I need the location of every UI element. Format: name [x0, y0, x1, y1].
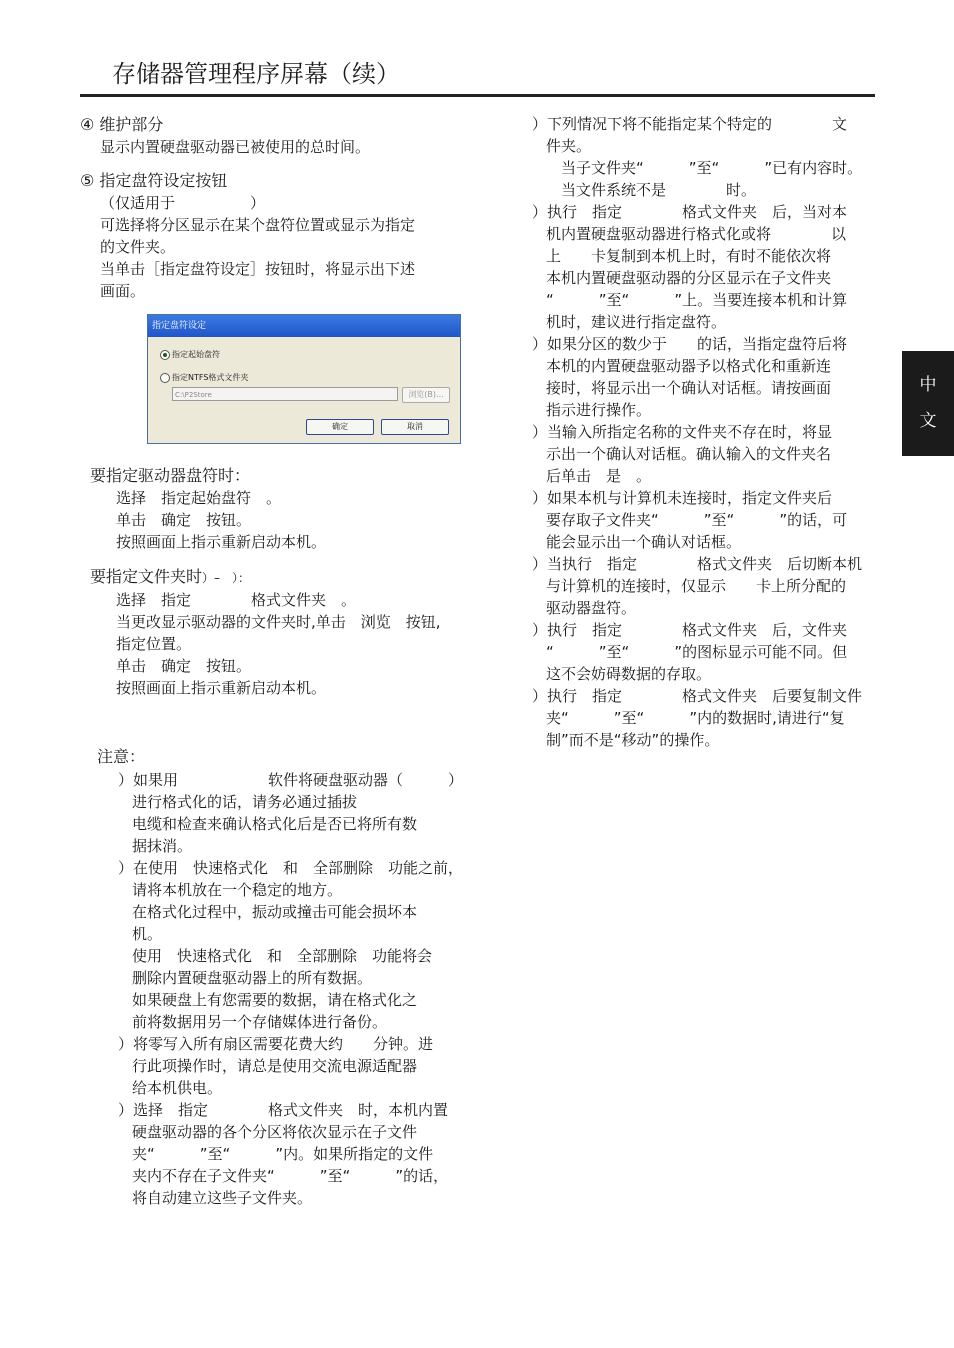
note-line: 给本机供电。 [132, 1079, 223, 1097]
right-line: ）如果分区的数少于 的话，当指定盘符后将 [532, 335, 848, 353]
section-5-line: 当单击［指定盘符设定］按钮时，将显示出下述 [100, 260, 416, 278]
section-5-body [100, 192, 470, 302]
section-4-title: ④ 维护部分 [80, 115, 164, 134]
folder-step: 指定位置。 [116, 635, 192, 653]
right-line: ）执行 指定 格式文件夹 后，文件夹 [532, 621, 848, 639]
folder-step: 选择 指定 格式文件夹 。 [116, 591, 357, 609]
language-tab [902, 351, 954, 456]
right-line: ）如果本机与计算机未连接时，指定文件夹后 [532, 489, 833, 507]
note-line: 夹“ ”至“ ”内。如果所指定的文件 [132, 1145, 434, 1163]
right-line: 制”而不是“移动”的操作。 [546, 731, 720, 749]
right-line: 当子文件夹“ ”至“ ”已有内容时。 [546, 159, 863, 177]
folder-path-input[interactable]: C:\P2Store [172, 387, 398, 401]
note-line: 将自动建立这些子文件夹。 [132, 1189, 313, 1207]
radio-start-drive-letter-label: 指定起始盘符 [172, 350, 220, 359]
folder-step: 单击 确定 按钮。 [116, 657, 252, 675]
note-line: ）如果用 软件将硬盘驱动器（ ） [118, 771, 464, 789]
note-line: 据抹消。 [132, 837, 193, 855]
drive-step: 按照画面上指示重新启动本机。 [116, 533, 327, 551]
folder-title [90, 566, 250, 589]
browse-button[interactable]: 浏览(B)... [402, 387, 450, 403]
drive-step: 单击 确定 按钮。 [116, 511, 252, 529]
right-line: ）当执行 指定 格式文件夹 后切断本机 [532, 555, 863, 573]
cancel-button[interactable]: 取消 [381, 419, 449, 435]
section-5-line: （仅适用于 ） [100, 194, 266, 212]
right-line: 示出一个确认对话框。确认输入的文件夹名 [546, 445, 832, 463]
folder-step: 当更改显示驱动器的文件夹时,单击 浏览 按钮, [116, 613, 441, 631]
section-5-line: 的文件夹。 [100, 238, 176, 256]
right-line: 机内置硬盘驱动器进行格式化或将 以 [546, 225, 847, 243]
right-line: 上 卡复制到本机上时，有时不能依次将 [546, 247, 832, 265]
right-line: “ ”至“ ”的图标显示可能不同。但 [546, 643, 848, 661]
right-line: ）下列情况下将不能指定某个特定的 文 [532, 115, 848, 133]
right-line: “ ”至“ ”上。当要连接本机和计算 [546, 291, 848, 309]
radio-ntfs-folder[interactable] [160, 373, 170, 383]
drive-step: 选择 指定起始盘符 。 [116, 489, 282, 507]
note-line: 夹内不存在子文件夹“ ”至“ ”的话， [132, 1167, 449, 1185]
note-line: 请将本机放在一个稳定的地方。 [132, 881, 343, 899]
note-line: 使用 快速格式化 和 全部删除 功能将会 [132, 947, 433, 965]
folder-step: 按照画面上指示重新启动本机。 [116, 679, 327, 697]
note-line: 机。 [132, 925, 163, 943]
right-line: 件夹。 [546, 137, 592, 155]
right-line: 本机的内置硬盘驱动器予以格式化和重新连 [546, 357, 832, 375]
right-line: 当文件系统不是 时。 [546, 181, 757, 199]
right-line: 能会显示出一个确认对话框。 [546, 533, 742, 551]
page-title: 存储器管理程序屏幕（续） [112, 60, 400, 88]
right-line: ）执行 指定 格式文件夹 后，当对本 [532, 203, 848, 221]
folder-title-text: 要指定文件夹时 [90, 567, 203, 586]
notes-title: 注意： [97, 747, 146, 766]
note-line: ）选择 指定 格式文件夹 时，本机内置 [118, 1101, 449, 1119]
drive-letter-steps [116, 487, 476, 553]
note-line: 进行格式化的话，请务必通过插拔 [132, 793, 358, 811]
right-line: 指示进行操作。 [546, 401, 652, 419]
right-column-notes [532, 113, 882, 751]
note-line: 硬盘驱动器的各个分区将依次显示在子文件 [132, 1123, 418, 1141]
language-tab-line2: 文 [919, 411, 937, 431]
ok-button[interactable]: 确定 [306, 419, 374, 435]
right-line: 本机内置硬盘驱动器的分区显示在子文件夹 [546, 269, 832, 287]
dialog-title: 指定盘符设定 [148, 315, 460, 337]
section-5-title: ⑤ 指定盘符设定按钮 [80, 171, 228, 190]
drive-letter-dialog [147, 314, 461, 444]
notes-list [118, 769, 478, 1209]
note-line: 如果硬盘上有您需要的数据，请在格式化之 [132, 991, 418, 1009]
right-line: 驱动器盘符。 [546, 599, 637, 617]
header-rule [80, 94, 875, 97]
note-line: ）在使用 快速格式化 和 全部删除 功能之前， [118, 859, 464, 877]
drive-letter-title: 要指定驱动器盘符时： [90, 466, 251, 485]
note-line: ）将零写入所有扇区需要花费大约 分钟。进 [118, 1035, 434, 1053]
language-tab-line1: 中 [919, 375, 937, 395]
right-line: 后单击 是 。 [546, 467, 652, 485]
right-line: ）执行 指定 格式文件夹 后要复制文件 [532, 687, 863, 705]
note-line: 前将数据用另一个存储媒体进行备份。 [132, 1013, 388, 1031]
note-line: 在格式化过程中，振动或撞击可能会损坏本 [132, 903, 418, 921]
radio-ntfs-folder-label: 指定NTFS格式文件夹 [172, 373, 249, 382]
section-4-body: 显示内置硬盘驱动器已被使用的总时间。 [100, 138, 371, 156]
right-line: 要存取子文件夹“ ”至“ ”的话，可 [546, 511, 848, 529]
right-line: 接时，将显示出一个确认对话框。请按画面 [546, 379, 832, 397]
folder-steps [116, 589, 476, 699]
section-5-line: 可选择将分区显示在某个盘符位置或显示为指定 [100, 216, 416, 234]
folder-title-suffix: ）– ）： [202, 571, 251, 585]
note-line: 行此项操作时，请总是使用交流电源适配器 [132, 1057, 418, 1075]
note-line: 电缆和检查来确认格式化后是否已将所有数 [132, 815, 418, 833]
radio-start-drive-letter[interactable] [160, 350, 170, 360]
right-line: 与计算机的连接时，仅显示 卡上所分配的 [546, 577, 847, 595]
note-line: 删除内置硬盘驱动器上的所有数据。 [132, 969, 373, 987]
right-line: 这不会妨碍数据的存取。 [546, 665, 712, 683]
section-5-line: 画面。 [100, 282, 146, 300]
right-line: 夹“ ”至“ ”内的数据时,请进行“复 [546, 709, 845, 727]
right-line: 机时，建议进行指定盘符。 [546, 313, 727, 331]
right-line: ）当输入所指定名称的文件夹不存在时，将显 [532, 423, 833, 441]
